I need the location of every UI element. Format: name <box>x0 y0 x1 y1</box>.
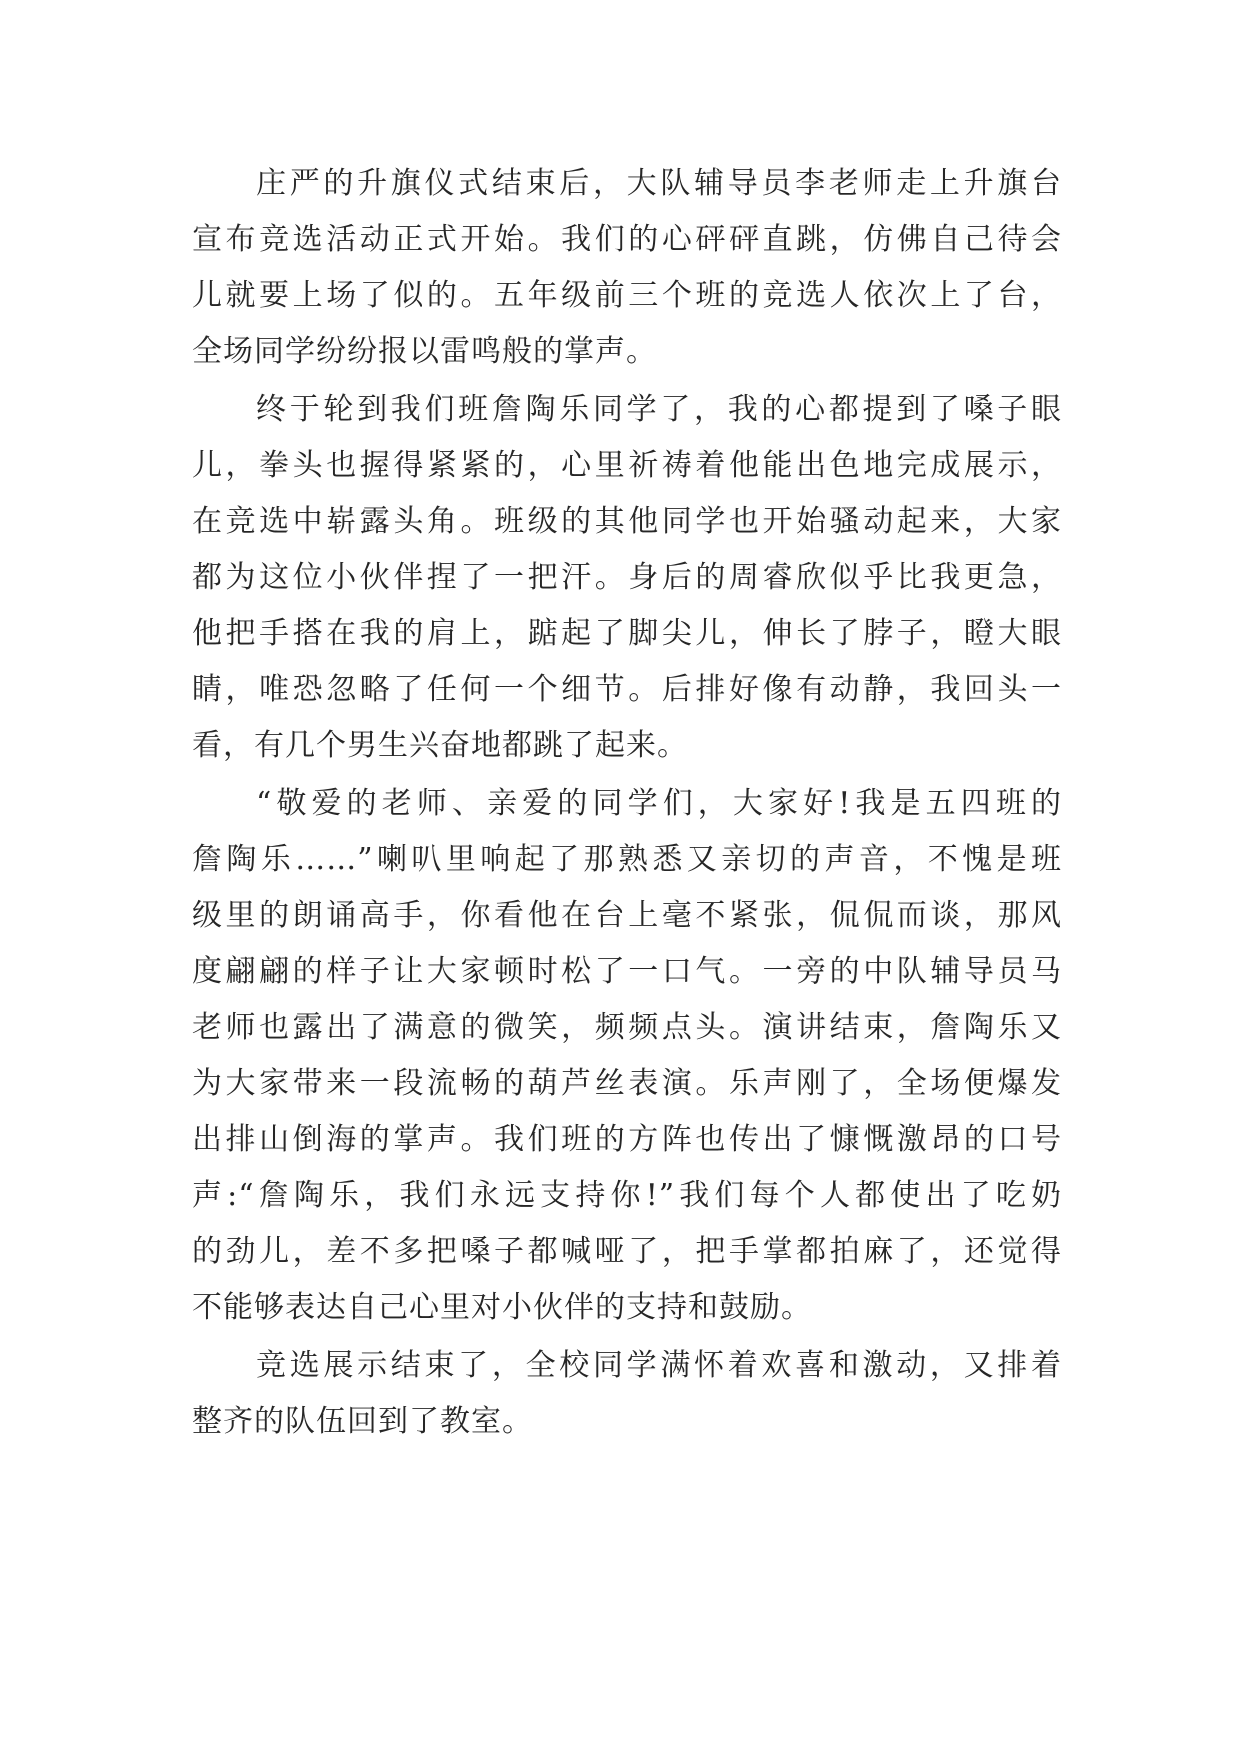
paragraph-4 <box>192 1338 1062 1450</box>
text-line: 詹陶乐……”喇叭里响起了那熟悉又亲切的声音，不愧是班 <box>192 842 1062 877</box>
text-line: 在竞选中崭露头角。班级的其他同学也开始骚动起来，大家 <box>192 504 1062 539</box>
essay-body <box>192 156 1062 1450</box>
text-line: 都为这位小伙伴捏了一把汗。身后的周睿欣似乎比我更急， <box>192 560 1062 595</box>
paragraph-1 <box>192 156 1062 380</box>
text-line: 声:“詹陶乐，我们永远支持你!”我们每个人都使出了吃奶 <box>192 1178 1062 1213</box>
text-line: 级里的朗诵高手，你看他在台上毫不紧张，侃侃而谈，那风 <box>192 898 1062 933</box>
text-line: 竞选展示结束了，全校同学满怀着欢喜和激动，又排着 <box>256 1348 1062 1383</box>
text-line: 宣布竞选活动正式开始。我们的心砰砰直跳，仿佛自己待会 <box>192 222 1062 257</box>
text-line: 儿就要上场了似的。五年级前三个班的竞选人依次上了台， <box>192 278 1062 313</box>
text-line: “敬爱的老师、亲爱的同学们，大家好!我是五四班的 <box>256 786 1062 821</box>
paragraph-2 <box>192 382 1062 774</box>
text-line: 庄严的升旗仪式结束后，大队辅导员李老师走上升旗台 <box>256 166 1062 201</box>
text-line: 的劲儿，差不多把嗓子都喊哑了，把手掌都拍麻了，还觉得 <box>192 1234 1062 1269</box>
text-line: 睛，唯恐忽略了任何一个细节。后排好像有动静，我回头一 <box>192 672 1062 707</box>
text-line: 全场同学纷纷报以雷鸣般的掌声。 <box>192 334 657 369</box>
text-line: 为大家带来一段流畅的葫芦丝表演。乐声刚了，全场便爆发 <box>192 1066 1062 1101</box>
paragraph-3 <box>192 776 1062 1336</box>
text-line: 出排山倒海的掌声。我们班的方阵也传出了慷慨激昂的口号 <box>192 1122 1062 1157</box>
text-line: 度翩翩的样子让大家顿时松了一口气。一旁的中队辅导员马 <box>192 954 1062 989</box>
text-line: 他把手搭在我的肩上，踮起了脚尖儿，伸长了脖子，瞪大眼 <box>192 616 1062 651</box>
text-line: 不能够表达自己心里对小伙伴的支持和鼓励。 <box>192 1290 812 1325</box>
text-line: 儿，拳头也握得紧紧的，心里祈祷着他能出色地完成展示， <box>192 448 1062 483</box>
text-line: 终于轮到我们班詹陶乐同学了，我的心都提到了嗓子眼 <box>256 392 1062 427</box>
text-line: 老师也露出了满意的微笑，频频点头。演讲结束，詹陶乐又 <box>192 1010 1062 1045</box>
text-line: 看，有几个男生兴奋地都跳了起来。 <box>192 728 688 763</box>
text-line: 整齐的队伍回到了教室。 <box>192 1404 533 1439</box>
